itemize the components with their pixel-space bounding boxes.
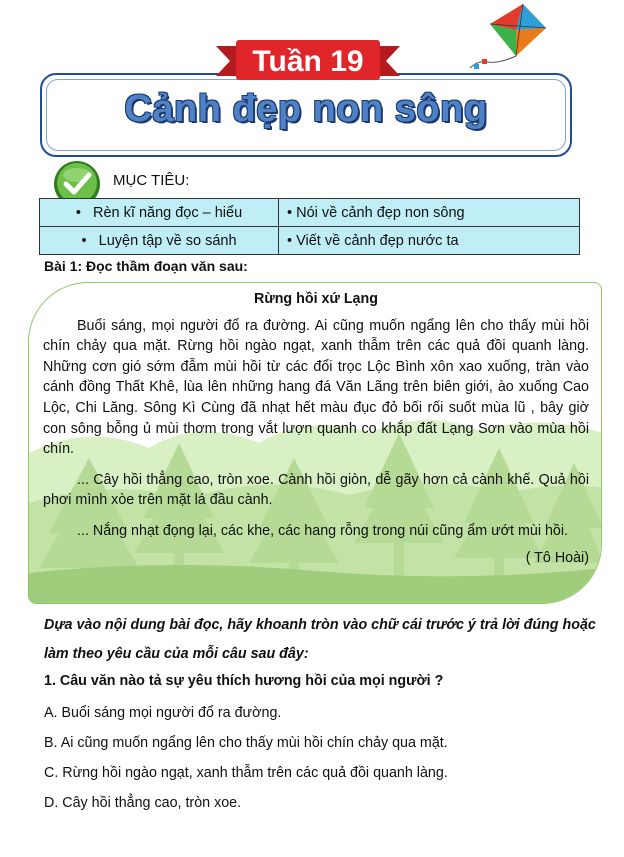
objectives-label: MỤC TIÊU: — [113, 172, 190, 189]
table-row: • Luyện tập về so sánh • Viết về cảnh đẹp nước ta — [40, 227, 580, 255]
passage-author: ( Tô Hoài) — [525, 549, 589, 566]
option-a[interactable]: A. Buổi sáng mọi người đổ ra đường. — [44, 705, 282, 721]
page-title: Cảnh đẹp non sông — [124, 88, 488, 130]
passage-paragraph: ... Nắng nhạt đọng lại, các khe, các hang rỗng trong núi cũng ẩm ướt mùi hồi. — [77, 522, 569, 539]
passage-paragraph: Buổi sáng, mọi người đổ ra đường. Ai cũng muốn ngẩng lên cho thấy mùi hồi chín chảy qua mặt. Rừng hồi ngào ngạt, xanh thẫm trên các quả đồi quanh làng. Những cơn gió sớm đẫm mùi hồi từ các đổi trọc Lộc Bình xôn xao xuống, tràn vào cánh đồng Thất Khê, lùa lên những hang đá Văn Lãng trên biên giới, ào xuống Cao Lộc, Chi Lăng. Sông Kì Cùng đã nhạt hết màu đục đỏ bối rối suốt mùa lũ , bây giờ con sông bỗng ủ mùi thơm trong vắt lượn quanh co khắp đất Lạng Sơn vào mùa hồi chín. — [43, 317, 589, 458]
objective-item: Rèn kĩ năng đọc – hiểu — [93, 204, 243, 221]
week-label: Tuần 19 — [252, 45, 364, 78]
instructions: Dựa vào nội dung bài đọc, hãy khoanh tròn vào chữ cái trước ý trả lời đúng hoặc làm theo yêu cầu của mỗi câu sau đây: — [44, 617, 596, 662]
objectives-table — [39, 198, 580, 255]
option-d[interactable]: D. Cây hồi thẳng cao, tròn xoe. — [44, 795, 242, 811]
exercise-heading: Bài 1: Đọc thầm đoạn văn sau: — [44, 258, 248, 274]
option-b[interactable]: B. Ai cũng muốn ngẩng lên cho thấy mùi hồi chín chảy qua mặt. — [44, 735, 448, 751]
option-c[interactable]: C. Rừng hồi ngào ngạt, xanh thẫm trên các quả đồi quanh làng. — [44, 765, 448, 781]
passage-paragraph: ... Cây hồi thẳng cao, tròn xoe. Cành hồi giòn, dễ gãy hơn cả cành khế. Quả hồi phơi mình xòe trên mặt lá đầu cành. — [43, 471, 589, 509]
passage-box — [28, 282, 602, 604]
objective-item: Nói về cảnh đẹp non sông — [296, 204, 465, 221]
passage-title: Rừng hồi xứ Lạng — [254, 291, 378, 307]
passage-text — [43, 289, 589, 568]
table-row: • Rèn kĩ năng đọc – hiểu • Nói về cảnh đẹp non sông — [40, 199, 580, 227]
kite-icon — [468, 2, 548, 76]
objective-item: Luyện tập về so sánh — [98, 232, 237, 249]
question-1: 1. Câu văn nào tả sự yêu thích hương hồi của mọi người ? — [44, 673, 444, 689]
objective-item: Viết về cảnh đẹp nước ta — [296, 232, 459, 249]
